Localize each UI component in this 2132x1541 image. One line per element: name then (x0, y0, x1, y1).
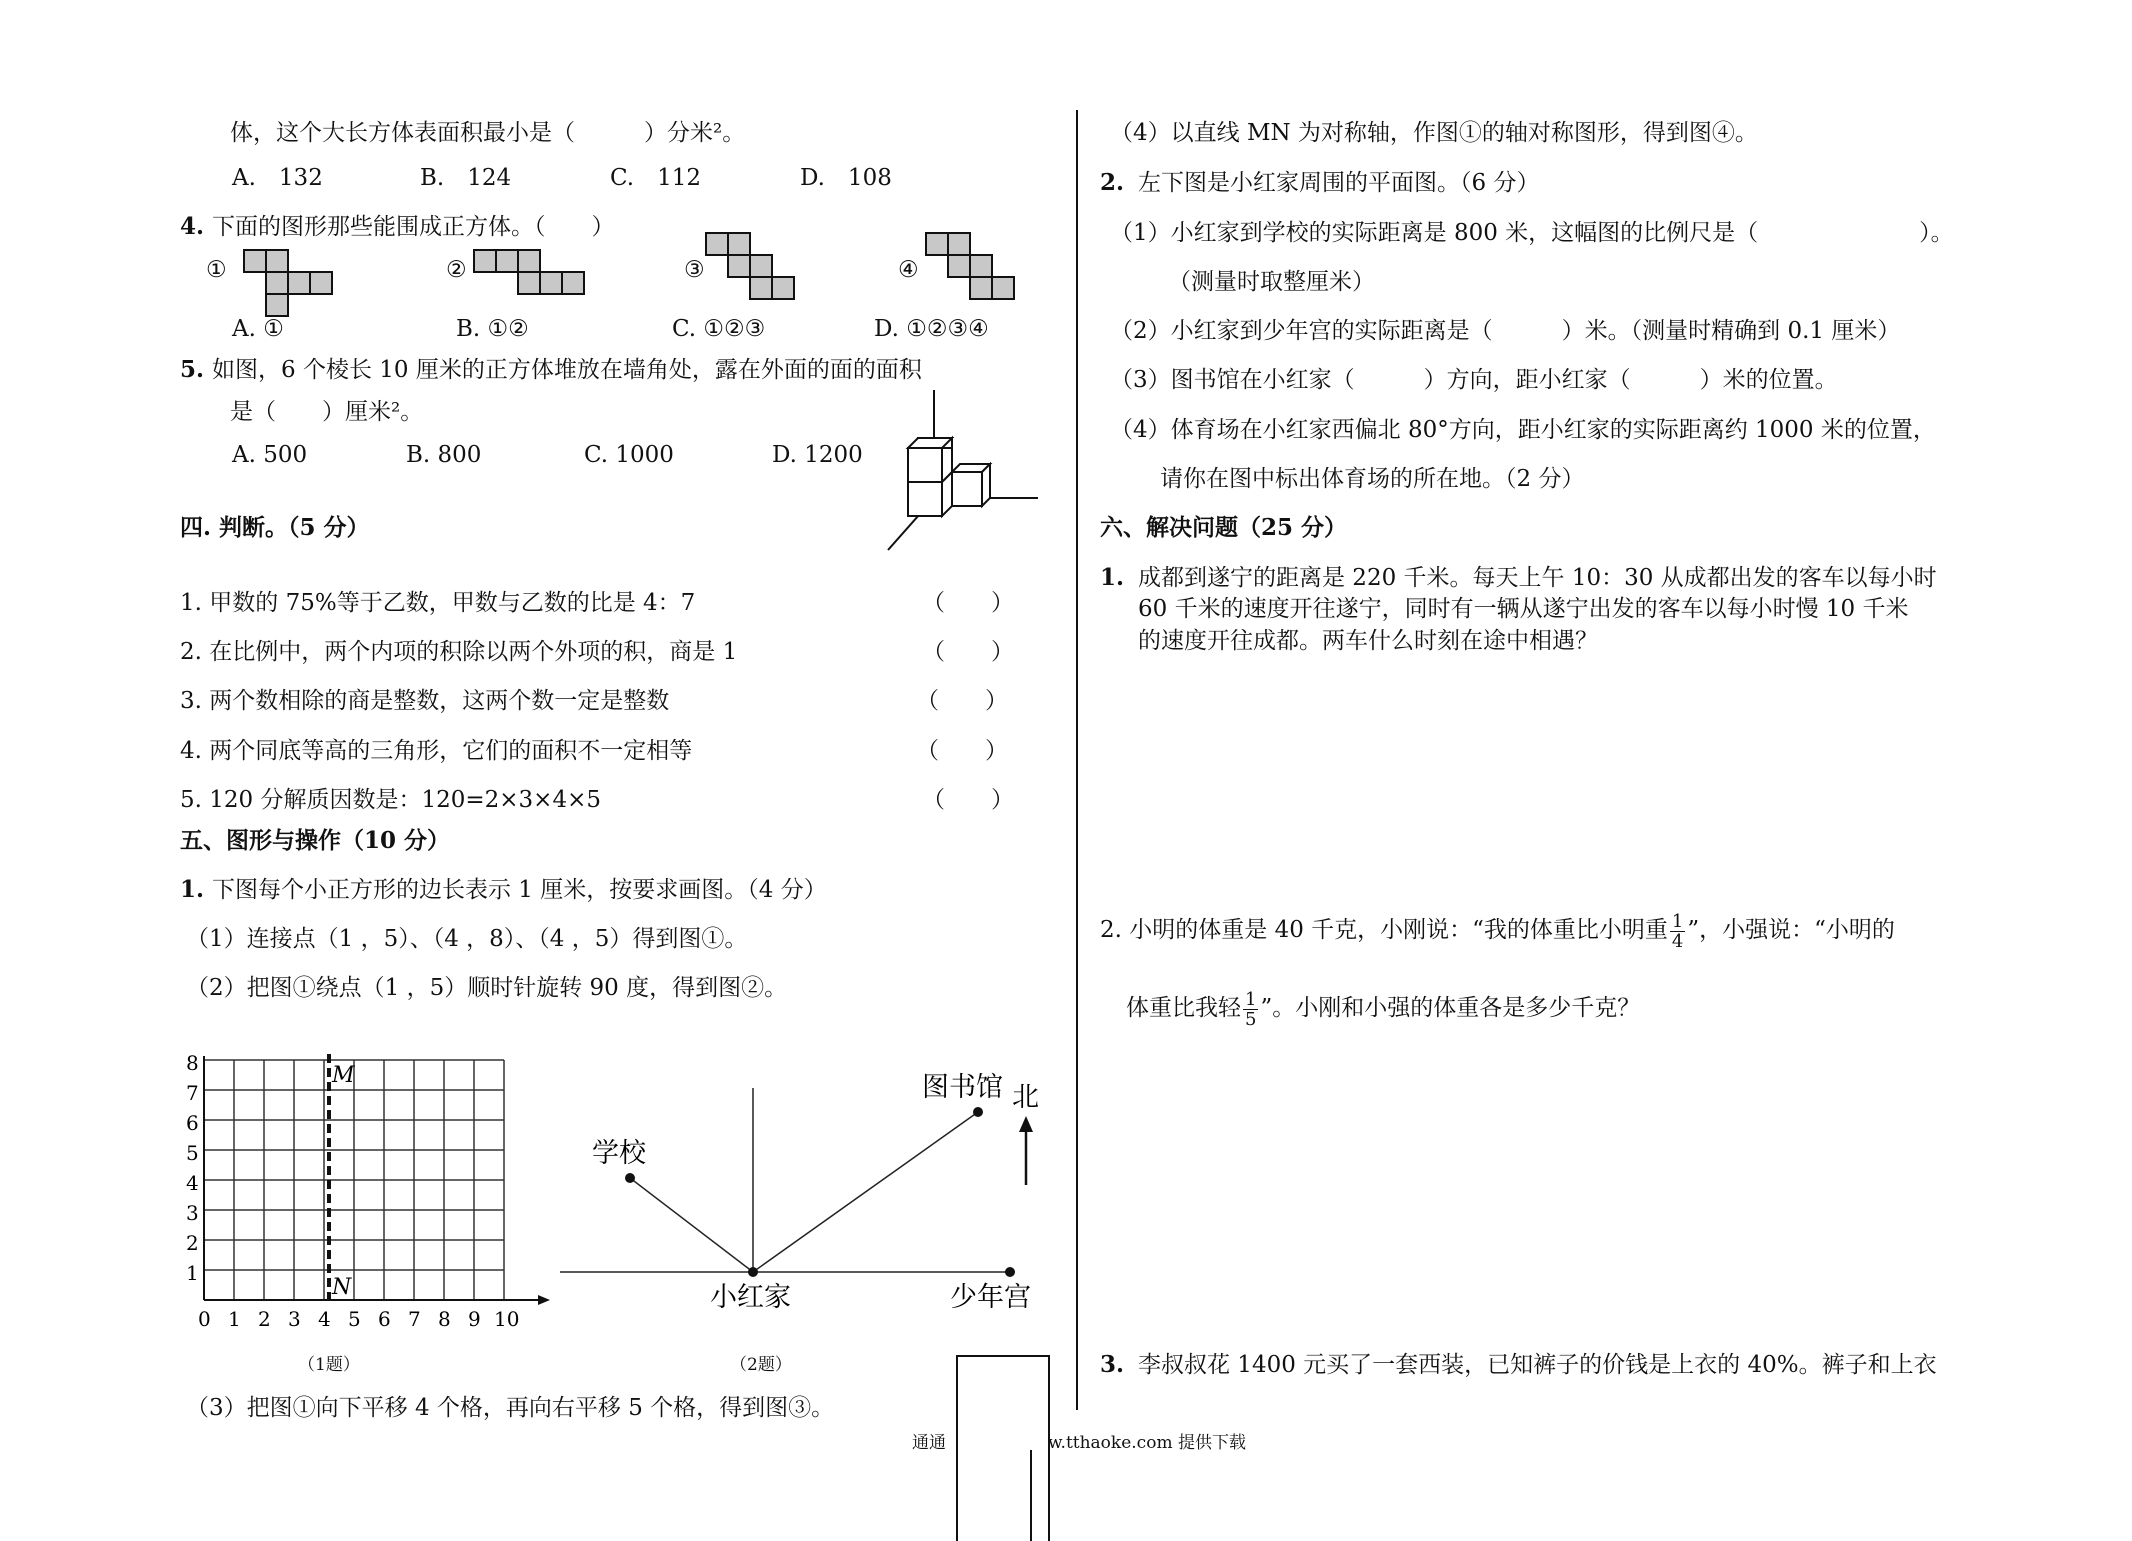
q4-net-2 (474, 250, 586, 298)
problem-3-text: 李叔叔花 1400 元买了一套西装，已知裤子的价钱是上衣的 40%。裤子和上衣 (1138, 1352, 1937, 1378)
q4-figure-label-2: ② (446, 257, 467, 283)
y-tick-label: 2 (186, 1231, 199, 1255)
judge-paren-1[interactable]: （ ） (922, 590, 1014, 616)
q4-figure-label-3: ③ (684, 257, 705, 283)
q5-number: 5. (180, 356, 205, 383)
s5q2-number: 2. (1100, 169, 1125, 196)
coordinate-grid (180, 1051, 520, 1340)
q4-net-3 (706, 233, 796, 303)
x-axis-arrow (538, 1295, 550, 1305)
y-tick-label: 1 (186, 1261, 199, 1285)
q4-option-a: A. ① (232, 316, 284, 342)
caption-2: （2题） (730, 1355, 792, 1375)
point-m-label: M (332, 1063, 355, 1088)
q4-number: 4. (180, 213, 205, 240)
q3-option-b: B. 124 (420, 165, 512, 191)
problem-2-part-b: ”，小强说：“小明的 (1687, 917, 1895, 943)
problem-2-line-1 (1100, 908, 1895, 952)
fraction-one-quarter: $\frac{1}{4}$ (1671, 910, 1684, 952)
q5-option-b: B. 800 (406, 442, 482, 468)
q4-option-b: B. ①② (456, 316, 529, 342)
x-tick-label: 0 (198, 1307, 211, 1331)
binding-box-inner-line (1030, 1450, 1032, 1541)
s5q2-sub-1b: （测量时取整厘米） (1168, 269, 1375, 295)
s5q2-text: 左下图是小红家周围的平面图。（6 分） (1138, 170, 1540, 196)
q4-text: 下面的图形那些能围成正方体。（ ） (212, 214, 615, 240)
s5q1-sub-1: （1）连接点（1 ，5）、（4 ，8）、（4 ，5）得到图①。 (186, 926, 748, 952)
q4-net-1 (244, 250, 334, 320)
q4-option-c: C. ①②③ (672, 316, 766, 342)
s5q1-number: 1. (180, 876, 205, 903)
point-n-label: N (332, 1275, 352, 1300)
x-tick-label: 6 (378, 1307, 391, 1331)
x-tick-label: 3 (288, 1307, 301, 1331)
judge-item-1: 1. 甲数的 75%等于乙数，甲数与乙数的比是 4：7 (180, 590, 696, 616)
q3-tail: 体，这个大长方体表面积最小是（ ）分米²。 (230, 120, 746, 146)
y-tick-label: 6 (186, 1111, 199, 1135)
x-tick-label: 4 (318, 1307, 331, 1331)
neighborhood-map (560, 1060, 1040, 1340)
q4-figure-label-1: ① (206, 257, 227, 283)
x-tick-label: 9 (468, 1307, 481, 1331)
q4-option-d: D. ①②③④ (874, 316, 989, 342)
problem-3-number: 3. (1100, 1351, 1125, 1378)
corner-cubes-figure (880, 380, 1040, 555)
map-label-school: 学校 (592, 1138, 646, 1169)
x-tick-label: 8 (438, 1307, 451, 1331)
problem-1-line-2: 60 千米的速度开往遂宁，同时有一辆从遂宁出发的客车以每小时慢 10 千米 (1138, 596, 1909, 622)
problem-2-line-2 (1126, 986, 1640, 1030)
column-divider (1076, 110, 1078, 1410)
s5q2-sub-4b: 请你在图中标出体育场的所在地。（2 分） (1160, 466, 1585, 492)
s5q1-sub-3: （3）把图①向下平移 4 个格，再向右平移 5 个格，得到图③。 (186, 1395, 835, 1421)
judge-item-2: 2. 在比例中，两个内项的积除以两个外项的积，商是 1 (180, 639, 738, 665)
q3-option-d: D. 108 (800, 165, 892, 191)
s5q2-sub-4: （4）体育场在小红家西偏北 80°方向，距小红家的实际距离约 1000 米的位置， (1110, 417, 1936, 443)
s5q2-sub-1: （1）小红家到学校的实际距离是 800 米，这幅图的比例尺是（ ）。 (1110, 220, 1954, 246)
y-tick-label: 5 (186, 1141, 199, 1165)
problem-2-part-c: 体重比我轻 (1126, 995, 1241, 1021)
map-label-north: 北 (1012, 1082, 1039, 1113)
footer-download-note: 通通 w.tthaoke.com 提供下载 (912, 1433, 1246, 1453)
s5q2-sub-3: （3）图书馆在小红家（ ）方向，距小红家（ ）米的位置。 (1110, 367, 1838, 393)
s5q2-sub-2: （2）小红家到少年宫的实际距离是（ ）米。（测量时精确到 0.1 厘米） (1110, 318, 1901, 344)
judge-item-4: 4. 两个同底等高的三角形，它们的面积不一定相等 (180, 738, 693, 764)
q5-option-c: C. 1000 (584, 442, 674, 468)
x-tick-label: 2 (258, 1307, 271, 1331)
problem-2-part-d: ”。小刚和小强的体重各是多少千克？ (1260, 995, 1641, 1021)
s5q1-sub-2: （2）把图①绕点（1 ，5）顺时针旋转 90 度，得到图②。 (186, 975, 788, 1001)
judge-item-3: 3. 两个数相除的商是整数，这两个数一定是整数 (180, 688, 670, 714)
y-tick-label: 7 (186, 1081, 199, 1105)
q5-option-d: D. 1200 (772, 442, 863, 468)
s5q1-text: 下图每个小正方形的边长表示 1 厘米，按要求画图。（4 分） (212, 877, 827, 903)
section-4-title: 四. 判断。（5 分） (180, 514, 370, 541)
section-5-title: 五、图形与操作（10 分） (180, 827, 451, 854)
y-tick-label: 8 (186, 1051, 199, 1075)
y-tick-label: 4 (186, 1171, 199, 1195)
fraction-one-fifth: $\frac{1}{5}$ (1245, 988, 1257, 1030)
q5-option-a: A. 500 (232, 442, 308, 468)
q4-figure-label-4: ④ (898, 257, 919, 283)
x-tick-label: 7 (408, 1307, 421, 1331)
judge-paren-3[interactable]: （ ） (916, 688, 1008, 714)
x-tick-label: 1 (228, 1307, 241, 1331)
judge-paren-5[interactable]: （ ） (922, 787, 1014, 813)
judge-item-5: 5. 120 分解质因数是：120=2×3×4×5 (180, 787, 601, 813)
q3-option-a: A. 132 (232, 165, 323, 191)
s5q1-sub-4: （4）以直线 MN 为对称轴，作图①的轴对称图形，得到图④。 (1110, 120, 1758, 146)
q5-text: 如图，6 个棱长 10 厘米的正方体堆放在墙角处，露在外面的面的面积 (212, 357, 922, 383)
caption-1: （1题） (298, 1355, 360, 1375)
q4-net-4 (926, 233, 1016, 303)
judge-paren-2[interactable]: （ ） (922, 639, 1014, 665)
problem-1-line-1: 成都到遂宁的距离是 220 千米。每天上午 10：30 从成都出发的客车以每小时 (1138, 565, 1937, 591)
q5-text-2: 是（ ）厘米²。 (230, 399, 424, 425)
q3-option-c: C. 112 (610, 165, 701, 191)
problem-1-line-3: 的速度开往成都。两车什么时刻在途中相遇？ (1138, 628, 1598, 654)
y-tick-label: 3 (186, 1201, 199, 1225)
section-6-title: 六、解决问题（25 分） (1100, 514, 1348, 541)
judge-paren-4[interactable]: （ ） (916, 738, 1008, 764)
x-tick-label: 10 (494, 1307, 520, 1331)
map-label-palace: 少年宫 (950, 1282, 1031, 1313)
problem-1-number: 1. (1100, 564, 1125, 591)
map-label-home: 小红家 (710, 1282, 791, 1313)
x-tick-label: 5 (348, 1307, 361, 1331)
map-label-library: 图书馆 (922, 1072, 1003, 1103)
problem-2-part-a: 2. 小明的体重是 40 千克，小刚说：“我的体重比小明重 (1100, 917, 1668, 943)
